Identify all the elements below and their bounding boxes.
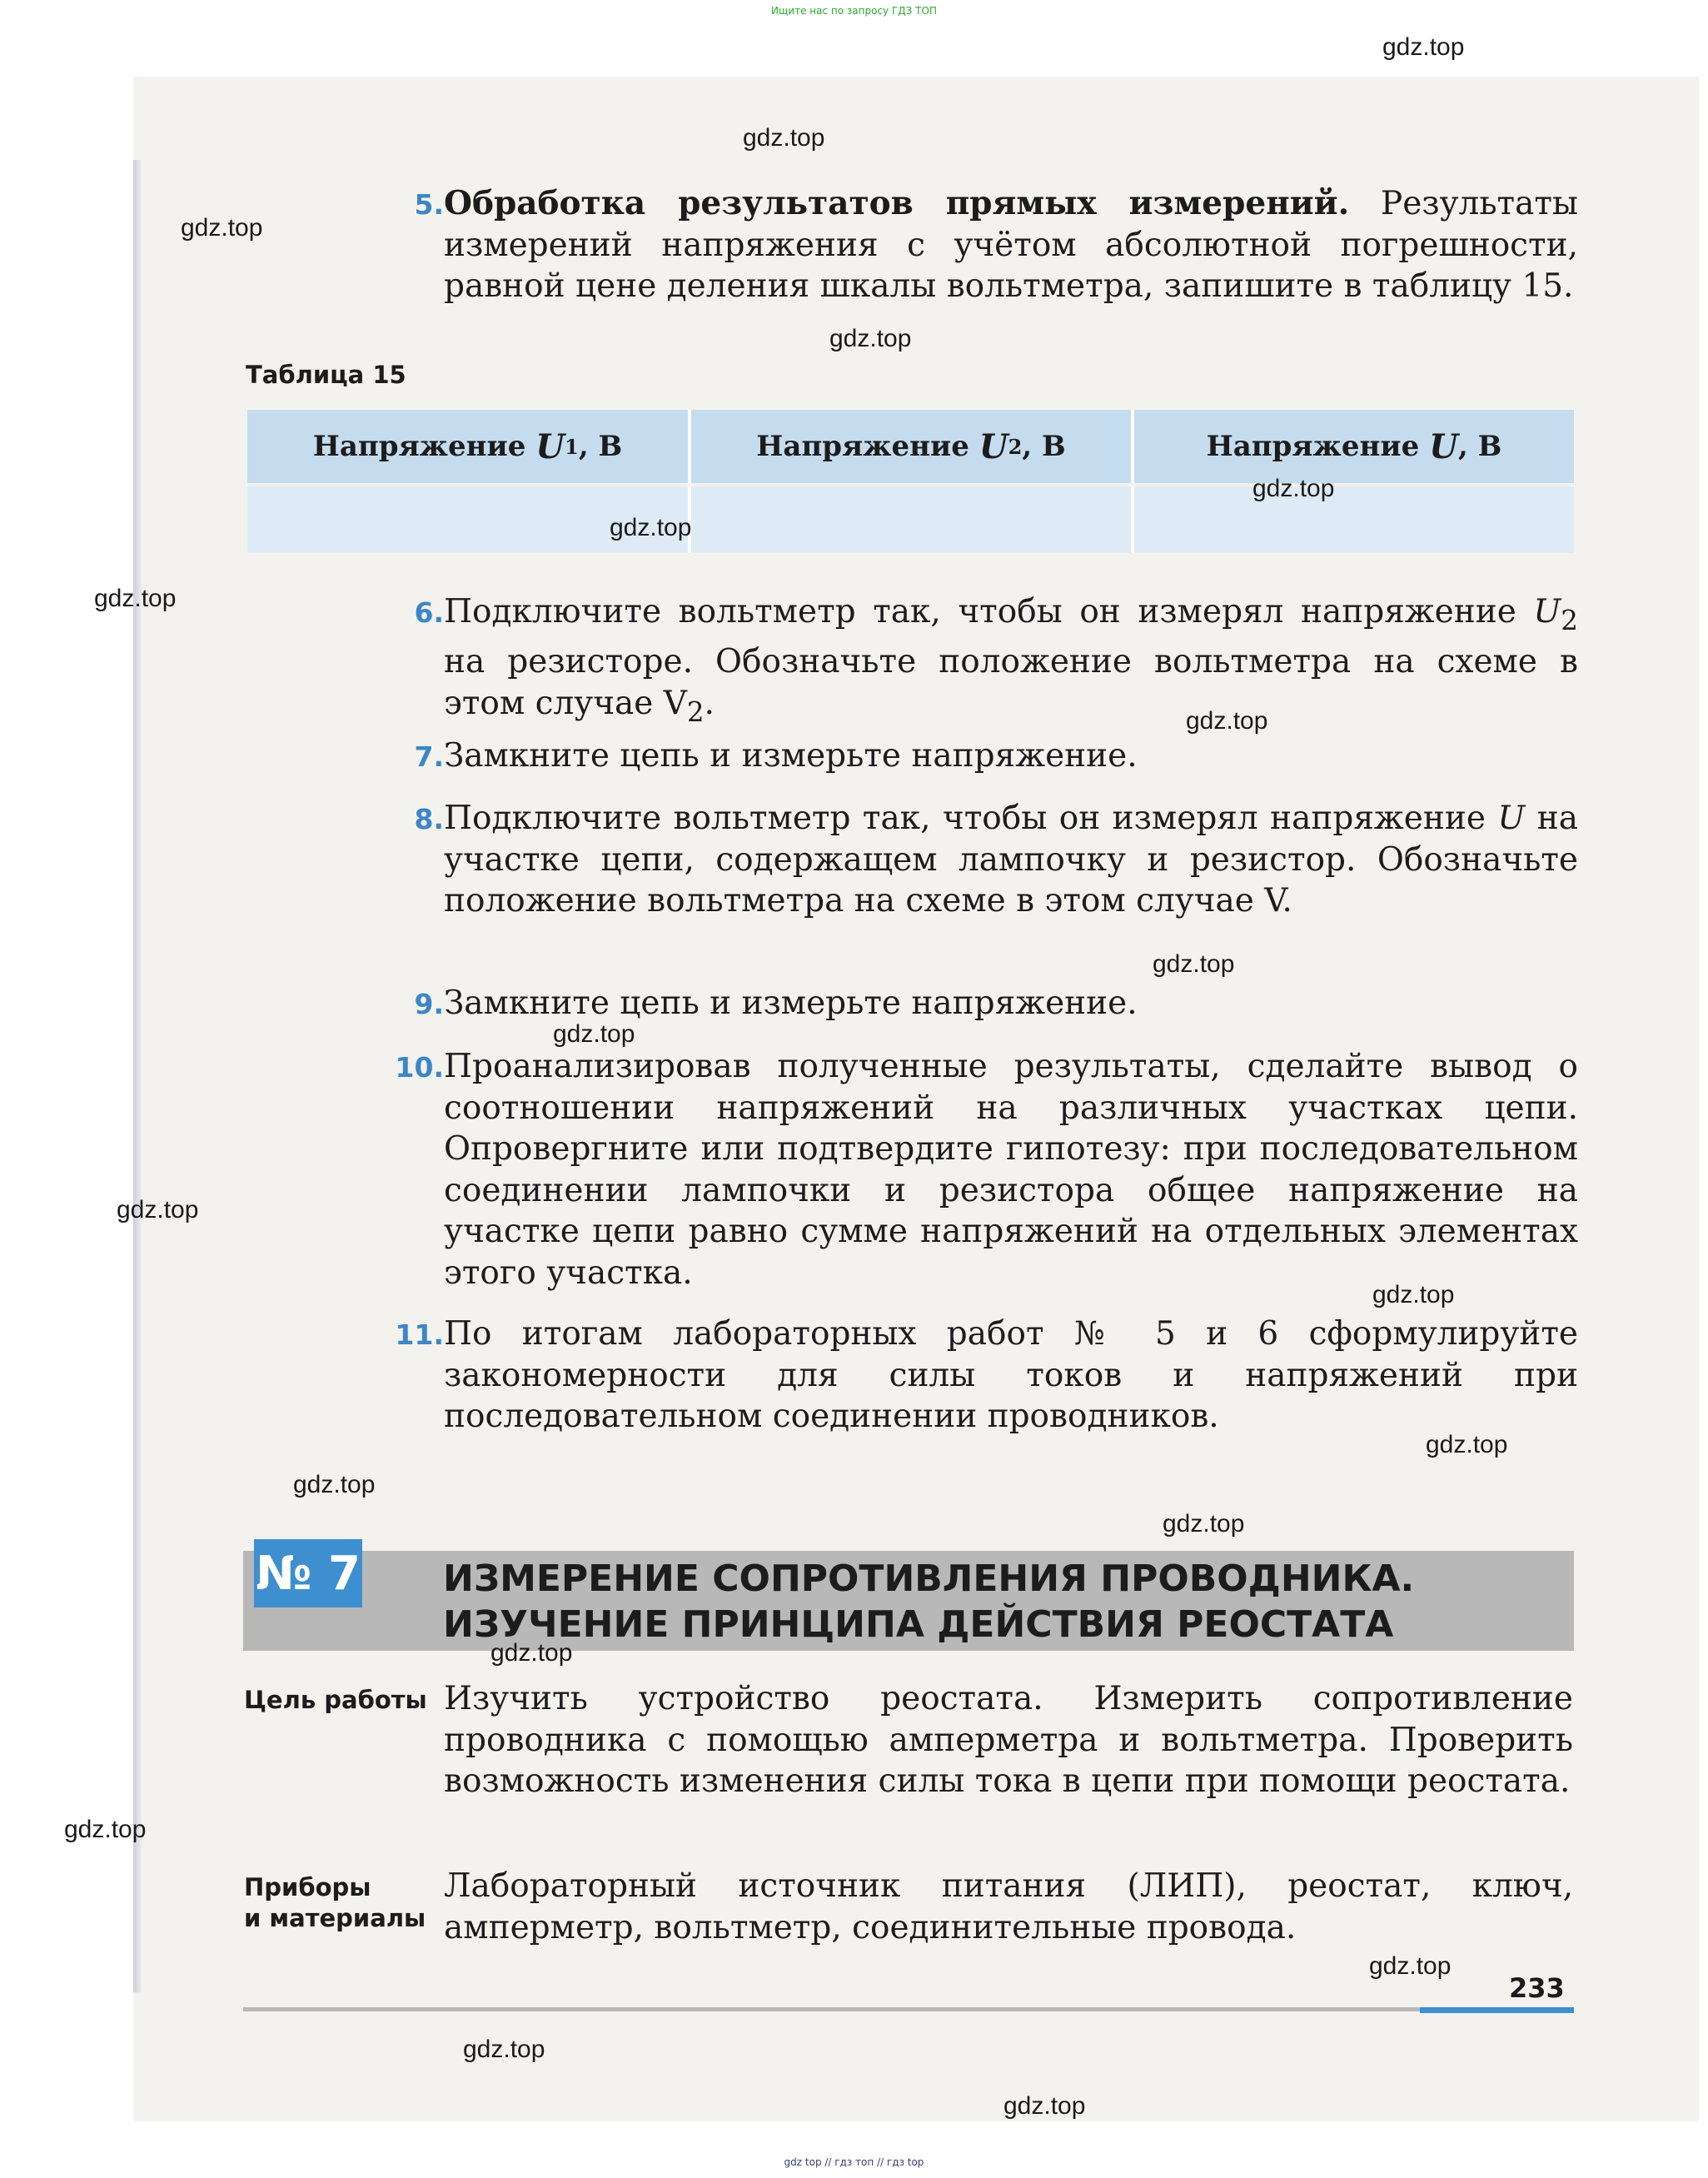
voltage-sub: 2 <box>1561 604 1578 636</box>
step-body: на участке цепи, содержащем лампочку и резистор. Обозначьте положение вольтметра на схеме в этом случае V. <box>444 800 1578 920</box>
watermark: gdz.top <box>553 1020 635 1048</box>
header-label: Напряжение <box>312 430 526 463</box>
header-symbol: U <box>978 426 1008 466</box>
materials-label <box>244 1872 426 1934</box>
header-unit: , В <box>1457 430 1502 463</box>
step-number: 11. <box>395 1318 444 1351</box>
step-body: . <box>704 684 715 722</box>
watermark: gdz.top <box>64 1816 147 1843</box>
step-text: Проанализировав полученные результаты, сделайте вывод о соотношении напряжений на различных участках цепи. Опровергните или подтвердите гипотезу: при последовательном соединении лампочки и резистора общее напряжение на участке цепи равно сумме напряжений на отдельных элементах этого участка. <box>444 1048 1578 1292</box>
step-number: 9. <box>414 988 444 1020</box>
lab-number-badge: № 7 <box>254 1539 362 1607</box>
watermark: gdz.top <box>1003 2092 1086 2120</box>
watermark: gdz.top <box>181 214 263 242</box>
step-text <box>444 591 1578 733</box>
watermark: gdz.top <box>490 1639 573 1667</box>
footer-accent <box>1420 2007 1574 2013</box>
watermark: gdz.top <box>1252 475 1335 502</box>
watermark: gdz.top <box>293 1471 376 1498</box>
lab-title <box>443 1556 1567 1647</box>
header-sub: 2 <box>1008 434 1023 459</box>
step-text: По итогам лабораторных работ № 5 и 6 сформулируйте закономерности для силы токов и напряжений при последовательном соединении проводников. <box>444 1315 1578 1435</box>
step-7 <box>379 735 1578 777</box>
step-10 <box>379 1046 1578 1293</box>
watermark: gdz.top <box>1186 707 1268 735</box>
watermark: gdz.top <box>1372 1281 1455 1308</box>
header-symbol: U <box>535 426 565 466</box>
watermark: gdz.top <box>1426 1431 1508 1458</box>
header-label: Напряжение <box>756 430 969 463</box>
step-number: 5. <box>414 188 444 221</box>
header-unit: , В <box>1022 430 1066 463</box>
header-label: Напряжение <box>1206 430 1420 463</box>
watermark: gdz.top <box>94 585 177 612</box>
goal-text: Изучить устройство реостата. Измерить сопротивление проводника с помощью амперметра и вольтметра. Проверить возможность изменения силы тока в цепи при помощи реостата. <box>444 1680 1573 1800</box>
voltmeter-sub: 2 <box>686 695 705 728</box>
watermark: gdz.top <box>1382 33 1465 61</box>
table-header-u2 <box>691 410 1134 483</box>
watermark: gdz.top <box>1369 1952 1452 1980</box>
step-body: Подключите вольтметр так, чтобы он измерял напряжение <box>444 800 1486 837</box>
step-8 <box>379 798 1578 922</box>
step-11 <box>379 1313 1578 1438</box>
step-number: 8. <box>414 803 444 835</box>
step-number: 6. <box>414 596 444 629</box>
page-spine <box>133 160 142 1992</box>
header-sub: 1 <box>565 434 579 459</box>
table-cell <box>1134 486 1574 553</box>
step-5 <box>379 183 1578 307</box>
materials-label-line: Приборы <box>244 1873 371 1901</box>
step-body: Результаты измерений напряжения с учётом абсолютной погрешности, равной цене деления шкалы вольтметра, запишите в таблицу 15. <box>444 185 1578 305</box>
voltage-symbol: U <box>1497 800 1526 837</box>
table-header-u <box>1134 410 1574 483</box>
watermark: gdz.top <box>610 514 692 541</box>
step-6 <box>379 591 1578 733</box>
lab-title-line: ИЗУЧЕНИЕ ПРИНЦИПА ДЕЙСТВИЯ РЕОСТАТА <box>443 1603 1394 1646</box>
watermark: gdz.top <box>743 124 825 152</box>
step-number: 7. <box>414 740 444 773</box>
step-9 <box>379 983 1578 1024</box>
voltage-table <box>247 410 1574 560</box>
step-text <box>444 798 1578 922</box>
goal-label: Цель работы <box>244 1686 427 1714</box>
watermark: gdz.top <box>463 2036 545 2063</box>
step-text: Замкните цепь и измерьте напряжение. <box>444 984 1138 1022</box>
footer-rule <box>243 2007 1574 2011</box>
bottom-banner: gdz top // гдз топ // гдз top <box>784 2156 924 2168</box>
step-text <box>444 183 1578 307</box>
materials-text: Лабораторный источник питания (ЛИП), реостат, ключ, амперметр, вольтметр, соединительные провода. <box>444 1867 1573 1946</box>
header-symbol: U <box>1429 426 1458 466</box>
page-number: 233 <box>1509 1972 1565 2004</box>
materials-label-line: и материалы <box>244 1904 426 1932</box>
step-body: Подключите вольтметр так, чтобы он измерял напряжение <box>444 593 1516 630</box>
watermark: gdz.top <box>1153 950 1235 978</box>
watermark: gdz.top <box>117 1196 199 1224</box>
top-banner: Ищите нас по запросу ГДЗ ТОП <box>771 5 937 17</box>
table-cell <box>691 486 1134 553</box>
watermark: gdz.top <box>829 325 912 352</box>
watermark: gdz.top <box>1163 1510 1245 1538</box>
lab-title-line: ИЗМЕРЕНИЕ СОПРОТИВЛЕНИЯ ПРОВОДНИКА. <box>443 1557 1415 1600</box>
step-text: Замкните цепь и измерьте напряжение. <box>444 737 1138 775</box>
step-title: Обработка результатов прямых измерений. <box>444 184 1350 222</box>
step-number: 10. <box>395 1051 444 1084</box>
header-unit: , В <box>578 430 623 463</box>
voltage-symbol: U <box>1533 593 1561 630</box>
table-header-u1 <box>247 410 691 483</box>
table-caption: Таблица 15 <box>246 361 406 389</box>
step-body: на резисторе. Обозначьте положение вольтметра на схеме в этом случае V <box>444 643 1578 722</box>
